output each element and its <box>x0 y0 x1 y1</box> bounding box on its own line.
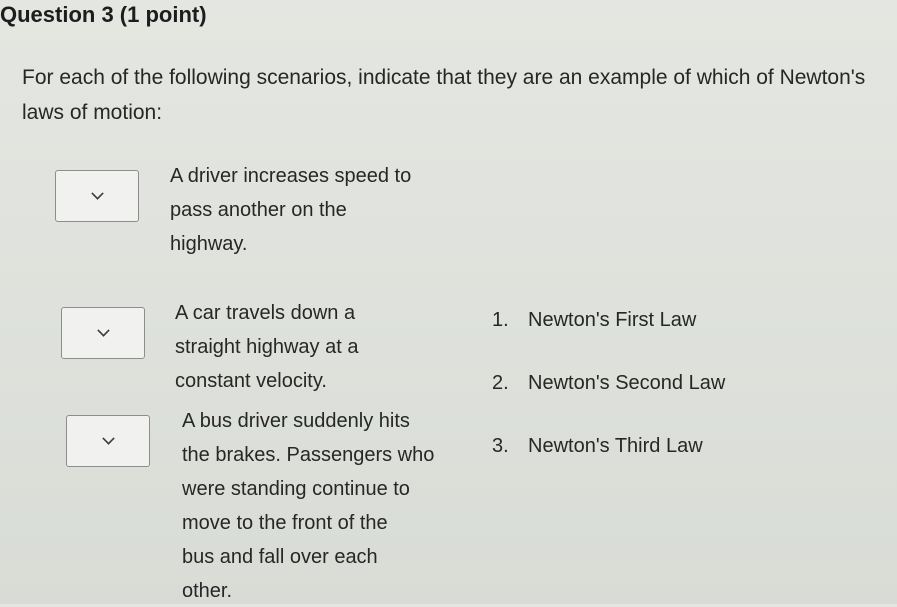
chevron-down-icon <box>91 187 103 199</box>
option-label: Newton's Second Law <box>528 372 726 394</box>
scenario-1-line: A driver increases speed to <box>170 165 412 187</box>
scenario-2-dropdown[interactable] <box>61 307 145 359</box>
question-prompt: For each of the following scenarios, indicate that they are an example of which of Newton's laws of motion: <box>22 66 866 124</box>
scenario-1-line: pass another on the <box>170 199 347 221</box>
scenario-2-line: constant velocity. <box>175 370 327 392</box>
scenario-1-dropdown[interactable] <box>55 170 139 222</box>
scenario-3-line: other. <box>182 580 233 602</box>
scenario-3-line: move to the front of the <box>182 512 388 534</box>
option-number: 2. <box>492 372 509 394</box>
option-label: Newton's First Law <box>528 309 697 331</box>
chevron-down-icon <box>97 324 109 336</box>
option-number: 3. <box>492 435 509 457</box>
scenario-3-text <box>182 405 472 607</box>
scenario-2-text <box>175 297 465 397</box>
scenario-3-line: the brakes. Passengers who <box>182 444 435 466</box>
option-item-1 <box>492 309 696 332</box>
scenario-1-line: highway. <box>170 233 248 255</box>
question-title: Question 3 (1 point) <box>0 2 207 27</box>
option-item-3 <box>492 435 703 458</box>
option-label: Newton's Third Law <box>528 435 703 457</box>
option-item-2 <box>492 372 725 395</box>
scenario-3-dropdown[interactable] <box>66 415 150 467</box>
scenario-3-line: A bus driver suddenly hits <box>182 410 410 432</box>
option-number: 1. <box>492 309 509 331</box>
scenario-2-line: straight highway at a <box>175 336 359 358</box>
scenario-3-line: were standing continue to <box>182 478 410 500</box>
scenario-1-text <box>170 160 460 260</box>
scenario-3-line: bus and fall over each <box>182 546 378 568</box>
scenario-2-line: A car travels down a <box>175 302 356 324</box>
chevron-down-icon <box>102 432 114 444</box>
